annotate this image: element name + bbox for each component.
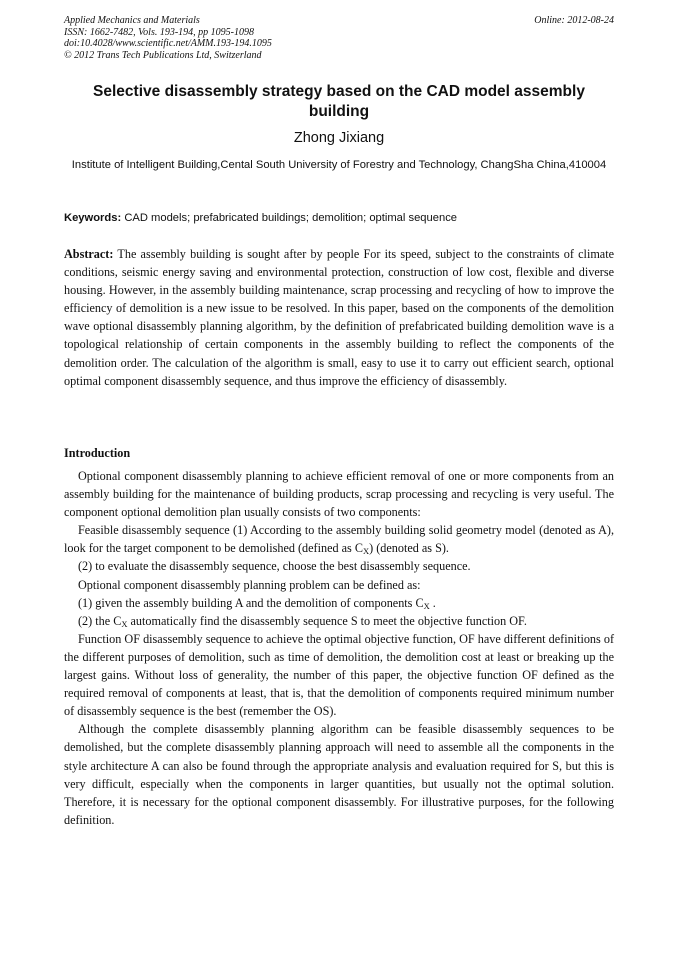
intro-paragraph-2: Feasible disassembly sequence (1) According to the assembly building solid geometry model (denoted as A), look for the target component to be demolished (defined as $C_X$) (denoted as S). bbox=[64, 523, 614, 557]
doi-line: doi:10.4028/www.scientific.net/AMM.193-194.1095 bbox=[64, 38, 272, 50]
online-date: Online: 2012-08-24 bbox=[534, 15, 614, 26]
keywords bbox=[64, 210, 614, 226]
abstract-label: Abstract: bbox=[64, 247, 114, 261]
section-heading-introduction: Introduction bbox=[64, 446, 131, 460]
intro-paragraph-3: (2) to evaluate the disassembly sequence, choose the best disassembly sequence. bbox=[78, 559, 471, 574]
issn-line: ISSN: 1662-7482, Vols. 193-194, pp 1095-1098 bbox=[64, 26, 254, 38]
paper-title: Selective disassembly strategy based on the CAD model assembly building bbox=[93, 83, 585, 120]
abstract-text: The assembly building is sought after by people For its speed, subject to the constraints of climate conditions, seismic energy saving and environmental protection, construction of low cost, flexible and diverse housing. However, in the assembly building maintenance, scrap processing and recycling of how to improve the efficiency of demolition is a new issue to be resolved. In this paper, based on the components of the demolition wave optional disassembly planning algorithm, by the definition of prefabricated building demolition wave is a topological relationship of certain components in the assembly building to reflect the components of the demolition order. The calculation of the algorithm is small, easy to use it to carry out efficient search, optional optimal component disassembly sequence, and thus improve the efficiency of disassembly. bbox=[64, 247, 615, 388]
author-affiliation: Institute of Intelligent Building,Cental South University of Forestry and Technology, ChangSha China,410004 bbox=[71, 159, 607, 171]
intro-paragraph-4: Optional component disassembly planning problem can be defined as: bbox=[78, 577, 421, 592]
copyright-line: © 2012 Trans Tech Publications Ltd, Switzerland bbox=[64, 49, 262, 61]
journal-name: Applied Mechanics and Materials bbox=[64, 15, 200, 26]
intro-paragraph-8: Although the complete disassembly planning algorithm can be feasible disassembly sequences to be demolished, but the complete disassembly planning approach will need to assemble all the components in the style architecture A can also be found through the appropriate analysis and evaluation required for S, but this is very difficult, especially when the components in larger quantities, but usually not the optimal solution. Therefore, it is necessary for the optional component disassembly. For illustrative purposes, for the following definition. bbox=[64, 722, 614, 827]
intro-paragraph-6: (2) the $C_X$ automatically find the disassembly sequence S to meet the objective function OF. bbox=[78, 613, 527, 629]
introduction-body bbox=[64, 467, 614, 829]
intro-paragraph-7: Function OF disassembly sequence to achieve the optimal objective function, OF have different definitions of the different purposes of demolition, such as time of demolition, the demolition cost at least or breaking up the largest gains. Without loss of generality, the number of this paper, the objective function OF defined as the required removal of components at least, that is, that the demolition of components required minimum number of disassembly sequence is the best (remember the OS). bbox=[64, 631, 614, 719]
abstract bbox=[64, 245, 614, 390]
intro-paragraph-1: Optional component disassembly planning to achieve efficient removal of one or more components from an assembly building for the maintenance of building products, scrap processing and recycling is very useful. The component optional demolition plan usually consists of two components: bbox=[64, 469, 614, 520]
keywords-label: Keywords: bbox=[64, 212, 122, 224]
journal-header bbox=[64, 15, 614, 61]
keywords-text: CAD models; prefabricated buildings; demolition; optimal sequence bbox=[124, 212, 458, 224]
author-name: Zhong Jixiang bbox=[293, 130, 385, 146]
intro-paragraph-5: (1) given the assembly building A and the demolition of components $C_X$ . bbox=[78, 595, 436, 611]
